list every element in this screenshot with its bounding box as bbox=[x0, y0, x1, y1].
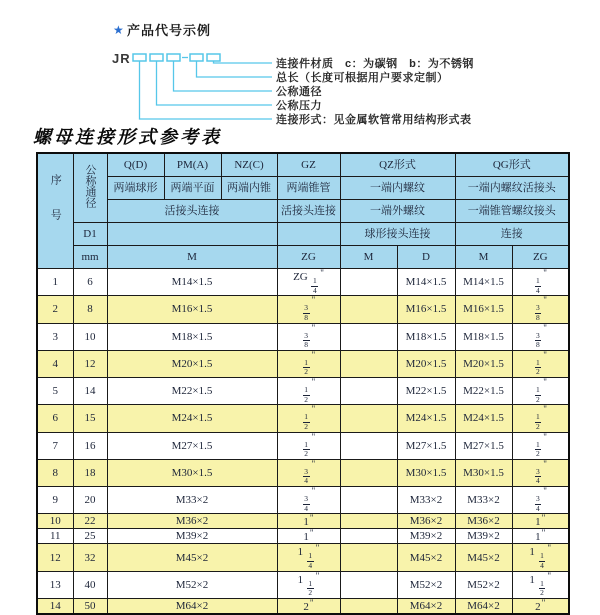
table-row bbox=[37, 269, 569, 296]
zg-cell: $\frac{3}{4}$ " bbox=[277, 487, 340, 514]
m-thread-cell: M45×2 bbox=[107, 544, 277, 571]
label-connect-form: 连接形式：见金属软管常用结构形式表 bbox=[276, 114, 472, 126]
serial-cell: 3 bbox=[37, 323, 73, 350]
qg-zg-cell: $\frac{3}{4}$ " bbox=[512, 487, 569, 514]
m-thread-cell: M36×2 bbox=[107, 514, 277, 529]
serial-cell: 13 bbox=[37, 571, 73, 598]
qz-d-cell: M27×1.5 bbox=[397, 432, 455, 459]
qg-m-cell: M45×2 bbox=[455, 544, 512, 571]
header-conn-qz: 一端外螺纹 bbox=[340, 200, 455, 223]
header-form-pma: PM(A) bbox=[164, 153, 221, 177]
qg-zg-cell: $\frac{1}{2}$ " bbox=[512, 405, 569, 432]
qg-m-cell: M64×2 bbox=[455, 598, 512, 614]
qg-m-cell: M20×1.5 bbox=[455, 350, 512, 377]
qg-zg-cell: $\frac{1}{2}$ " bbox=[512, 350, 569, 377]
m-thread-cell: M64×2 bbox=[107, 598, 277, 614]
serial-cell: 6 bbox=[37, 405, 73, 432]
qg-zg-cell: 1" bbox=[512, 514, 569, 529]
qg-zg-cell: $\frac{3}{4}$ " bbox=[512, 459, 569, 486]
dn-cell: 25 bbox=[73, 529, 107, 544]
serial-cell: 1 bbox=[37, 269, 73, 296]
table-row bbox=[37, 514, 569, 529]
header-row-units bbox=[37, 246, 569, 269]
zg-cell: $\frac{3}{8}$ " bbox=[277, 323, 340, 350]
header-unit-zg: ZG bbox=[277, 246, 340, 269]
header-mm: mm bbox=[73, 246, 107, 269]
m-thread-cell: M52×2 bbox=[107, 571, 277, 598]
label-length: 总长（长度可根据用户要求定制） bbox=[276, 72, 449, 84]
zg-cell: 2" bbox=[277, 598, 340, 614]
table-body bbox=[37, 269, 569, 615]
qg-zg-cell: 2" bbox=[512, 598, 569, 614]
header-d1: D1 bbox=[73, 223, 107, 246]
zg-cell: 1" bbox=[277, 529, 340, 544]
m-thread-cell: M24×1.5 bbox=[107, 405, 277, 432]
qz-d-cell: M18×1.5 bbox=[397, 323, 455, 350]
table-row bbox=[37, 571, 569, 598]
table-row bbox=[37, 544, 569, 571]
qg-m-cell: M33×2 bbox=[455, 487, 512, 514]
header-d1-empty-gz bbox=[277, 223, 340, 246]
diagram-title: 产品代号示例 bbox=[127, 23, 212, 38]
dn-cell: 50 bbox=[73, 598, 107, 614]
star-icon: ★ bbox=[113, 23, 124, 37]
zg-cell: $\frac{1}{2}$ " bbox=[277, 405, 340, 432]
header-unit-qg-m: M bbox=[455, 246, 512, 269]
qg-m-cell: M14×1.5 bbox=[455, 269, 512, 296]
qg-m-cell: M27×1.5 bbox=[455, 432, 512, 459]
qz-m-cell bbox=[340, 323, 397, 350]
m-thread-cell: M16×1.5 bbox=[107, 296, 277, 323]
qz-m-cell bbox=[340, 269, 397, 296]
header-form-qg: QG形式 bbox=[455, 153, 569, 177]
dn-cell: 8 bbox=[73, 296, 107, 323]
zg-cell: 1 $\frac{1}{2}$ " bbox=[277, 571, 340, 598]
header-unit-m-wide: M bbox=[107, 246, 277, 269]
header-row-d1 bbox=[37, 223, 569, 246]
header-form-nzc: NZ(C) bbox=[221, 153, 277, 177]
table-row bbox=[37, 432, 569, 459]
reference-table-wrap bbox=[36, 152, 570, 615]
qg-m-cell: M24×1.5 bbox=[455, 405, 512, 432]
header-end-qz: 一端内螺纹 bbox=[340, 177, 455, 200]
header-end-gz: 两端锥管 bbox=[277, 177, 340, 200]
m-thread-cell: M22×1.5 bbox=[107, 378, 277, 405]
serial-cell: 12 bbox=[37, 544, 73, 571]
zg-cell: $\frac{3}{8}$ " bbox=[277, 296, 340, 323]
qz-m-cell bbox=[340, 432, 397, 459]
qz-d-cell: M52×2 bbox=[397, 571, 455, 598]
qg-zg-cell: $\frac{1}{2}$ " bbox=[512, 378, 569, 405]
qz-d-cell: M33×2 bbox=[397, 487, 455, 514]
nominal-diameter-label: 公称通径 bbox=[84, 164, 97, 209]
qg-zg-cell: $\frac{1}{2}$ " bbox=[512, 432, 569, 459]
code-prefix: JR bbox=[112, 51, 131, 66]
zg-cell: $\frac{1}{2}$ " bbox=[277, 350, 340, 377]
connector-line-3 bbox=[174, 61, 273, 91]
header-conn-qg: 一端锥管螺纹接头 bbox=[455, 200, 569, 223]
m-thread-cell: M33×2 bbox=[107, 487, 277, 514]
qz-d-cell: M36×2 bbox=[397, 514, 455, 529]
zg-cell: $\frac{1}{2}$ " bbox=[277, 432, 340, 459]
header-unit-qg-zg: ZG bbox=[512, 246, 569, 269]
qg-m-cell: M39×2 bbox=[455, 529, 512, 544]
qg-zg-cell: 1 $\frac{1}{4}$ " bbox=[512, 544, 569, 571]
header-ball-joint: 球形接头连接 bbox=[340, 223, 455, 246]
serial-cell: 5 bbox=[37, 378, 73, 405]
m-thread-cell: M27×1.5 bbox=[107, 432, 277, 459]
qz-m-cell bbox=[340, 598, 397, 614]
dn-cell: 6 bbox=[73, 269, 107, 296]
qz-m-cell bbox=[340, 405, 397, 432]
zg-cell: $\frac{3}{4}$ " bbox=[277, 459, 340, 486]
qz-d-cell: M45×2 bbox=[397, 544, 455, 571]
table-row bbox=[37, 405, 569, 432]
header-d1-empty-left bbox=[107, 223, 277, 246]
header-end-qd: 两端球形 bbox=[107, 177, 164, 200]
nut-connection-table bbox=[36, 152, 570, 615]
qg-zg-cell: $\frac{3}{8}$ " bbox=[512, 323, 569, 350]
zg-cell: 1 $\frac{1}{4}$ " bbox=[277, 544, 340, 571]
connector-line-1 bbox=[140, 61, 273, 119]
qg-m-cell: M36×2 bbox=[455, 514, 512, 529]
serial-label: 序号 bbox=[49, 174, 62, 245]
dn-cell: 18 bbox=[73, 459, 107, 486]
qg-m-cell: M18×1.5 bbox=[455, 323, 512, 350]
m-thread-cell: M18×1.5 bbox=[107, 323, 277, 350]
qg-m-cell: M52×2 bbox=[455, 571, 512, 598]
table-row bbox=[37, 487, 569, 514]
table-row bbox=[37, 459, 569, 486]
qz-d-cell: M24×1.5 bbox=[397, 405, 455, 432]
header-nominal-diameter bbox=[73, 153, 107, 223]
serial-cell: 9 bbox=[37, 487, 73, 514]
product-code-diagram bbox=[0, 0, 600, 126]
qz-m-cell bbox=[340, 350, 397, 377]
table-row bbox=[37, 323, 569, 350]
header-form-qz: QZ形式 bbox=[340, 153, 455, 177]
header-row-forms bbox=[37, 153, 569, 177]
code-box-2 bbox=[150, 54, 163, 61]
table-row bbox=[37, 296, 569, 323]
table-title: 螺母连接形式参考表 bbox=[33, 127, 222, 148]
header-form-gz: GZ bbox=[277, 153, 340, 177]
zg-cell: ZG $\frac{1}{4}$ " bbox=[277, 269, 340, 296]
code-box-3 bbox=[167, 54, 180, 61]
header-row-connection bbox=[37, 200, 569, 223]
m-thread-cell: M30×1.5 bbox=[107, 459, 277, 486]
table-row bbox=[37, 529, 569, 544]
m-thread-cell: M39×2 bbox=[107, 529, 277, 544]
header-end-qg: 一端内螺纹活接头 bbox=[455, 177, 569, 200]
dn-cell: 12 bbox=[73, 350, 107, 377]
qz-m-cell bbox=[340, 514, 397, 529]
qz-d-cell: M30×1.5 bbox=[397, 459, 455, 486]
serial-cell: 8 bbox=[37, 459, 73, 486]
header-conn-gz: 活接头连接 bbox=[277, 200, 340, 223]
zg-cell: $\frac{1}{2}$ " bbox=[277, 378, 340, 405]
qz-d-cell: M20×1.5 bbox=[397, 350, 455, 377]
qz-d-cell: M22×1.5 bbox=[397, 378, 455, 405]
label-pressure: 公称压力 bbox=[276, 100, 322, 112]
table-row bbox=[37, 598, 569, 614]
dn-cell: 15 bbox=[73, 405, 107, 432]
qz-m-cell bbox=[340, 459, 397, 486]
qz-m-cell bbox=[340, 571, 397, 598]
dn-cell: 14 bbox=[73, 378, 107, 405]
qz-d-cell: M14×1.5 bbox=[397, 269, 455, 296]
connector-line-5 bbox=[214, 61, 273, 63]
dn-cell: 32 bbox=[73, 544, 107, 571]
qz-d-cell: M39×2 bbox=[397, 529, 455, 544]
qg-m-cell: M30×1.5 bbox=[455, 459, 512, 486]
qg-zg-cell: 1 $\frac{1}{2}$ " bbox=[512, 571, 569, 598]
header-serial bbox=[37, 153, 73, 269]
qg-m-cell: M16×1.5 bbox=[455, 296, 512, 323]
label-diameter: 公称通径 bbox=[276, 86, 322, 98]
qz-m-cell bbox=[340, 529, 397, 544]
header-unit-qz-d: D bbox=[397, 246, 455, 269]
m-thread-cell: M14×1.5 bbox=[107, 269, 277, 296]
qz-d-cell: M16×1.5 bbox=[397, 296, 455, 323]
header-form-qd: Q(D) bbox=[107, 153, 164, 177]
serial-cell: 14 bbox=[37, 598, 73, 614]
dn-cell: 20 bbox=[73, 487, 107, 514]
header-row-end-type bbox=[37, 177, 569, 200]
qg-zg-cell: $\frac{1}{4}$ " bbox=[512, 269, 569, 296]
header-connect: 连接 bbox=[455, 223, 569, 246]
qz-m-cell bbox=[340, 487, 397, 514]
serial-cell: 11 bbox=[37, 529, 73, 544]
table-row bbox=[37, 350, 569, 377]
header-unit-qz-m: M bbox=[340, 246, 397, 269]
dn-cell: 22 bbox=[73, 514, 107, 529]
serial-cell: 2 bbox=[37, 296, 73, 323]
table-header bbox=[37, 153, 569, 269]
qg-zg-cell: 1" bbox=[512, 529, 569, 544]
dn-cell: 10 bbox=[73, 323, 107, 350]
qg-m-cell: M22×1.5 bbox=[455, 378, 512, 405]
qg-zg-cell: $\frac{3}{8}$ " bbox=[512, 296, 569, 323]
qz-m-cell bbox=[340, 544, 397, 571]
dn-cell: 40 bbox=[73, 571, 107, 598]
header-conn-union: 活接头连接 bbox=[107, 200, 277, 223]
m-thread-cell: M20×1.5 bbox=[107, 350, 277, 377]
header-end-nzc: 两端内锥 bbox=[221, 177, 277, 200]
zg-cell: 1" bbox=[277, 514, 340, 529]
dn-cell: 16 bbox=[73, 432, 107, 459]
qz-m-cell bbox=[340, 296, 397, 323]
serial-cell: 10 bbox=[37, 514, 73, 529]
header-end-pma: 两端平面 bbox=[164, 177, 221, 200]
table-row bbox=[37, 378, 569, 405]
qz-m-cell bbox=[340, 378, 397, 405]
serial-cell: 4 bbox=[37, 350, 73, 377]
qz-d-cell: M64×2 bbox=[397, 598, 455, 614]
serial-cell: 7 bbox=[37, 432, 73, 459]
code-box-4 bbox=[190, 54, 203, 61]
label-material: 连接件材质 c：为碳钢 b：为不锈钢 bbox=[276, 58, 474, 70]
code-box-5 bbox=[207, 54, 220, 61]
code-box-1 bbox=[133, 54, 146, 61]
